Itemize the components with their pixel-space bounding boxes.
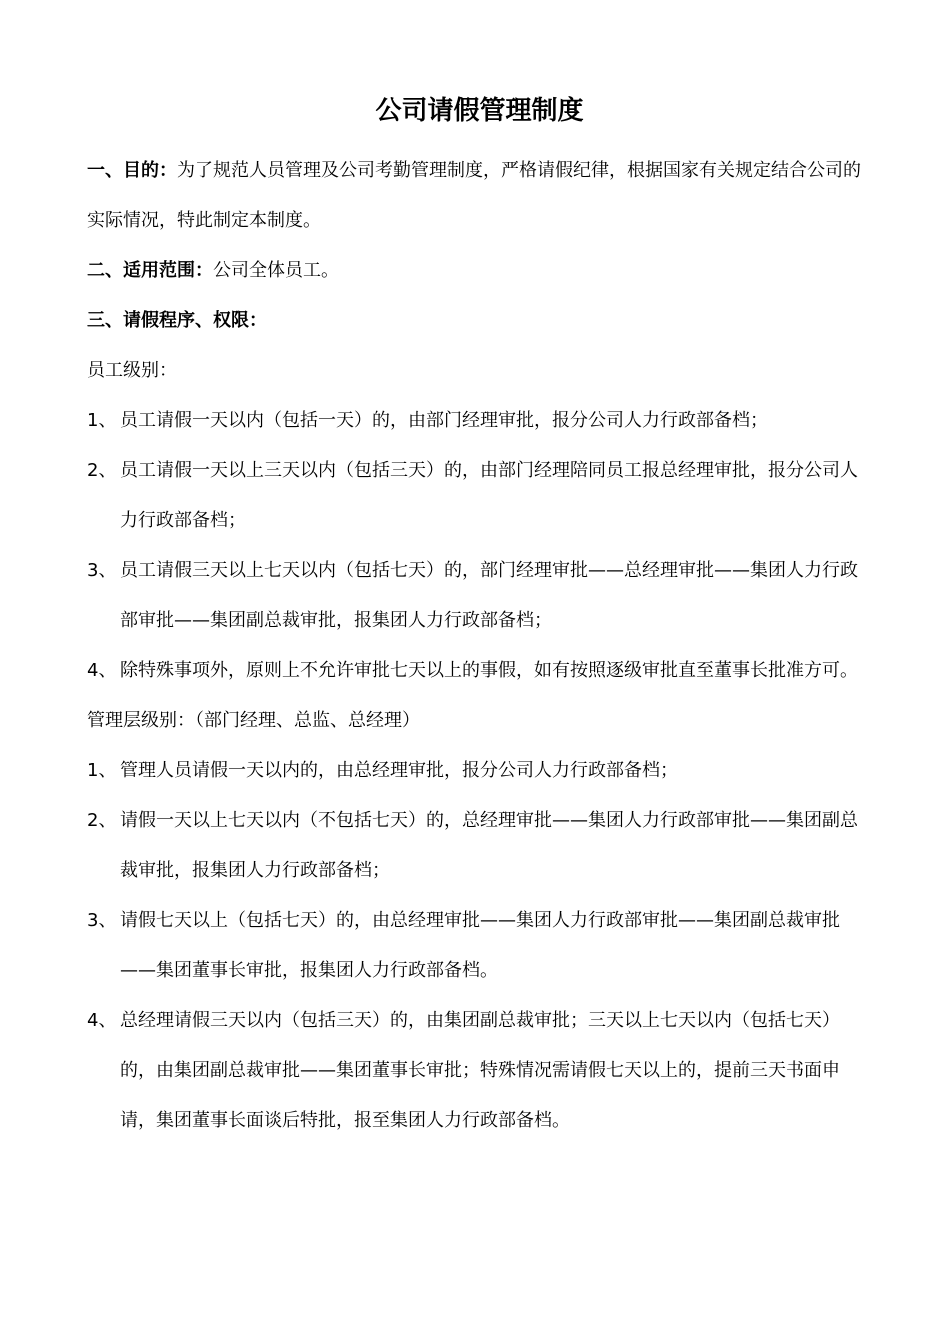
staff-item-text: 员工请假三天以上七天以内（包括七天）的，部门经理审批——总经理审批——集团人力行政部审批——集团副总裁审批，报集团人力行政部备档； [120,560,858,631]
staff-item-text: 员工请假一天以内（包括一天）的，由部门经理审批，报分公司人力行政部备档； [120,410,768,431]
staff-level-label: 员工级别： [87,360,177,381]
staff-item [87,546,872,646]
management-item-text: 总经理请假三天以内（包括三天）的，由集团副总裁审批；三天以上七天以内（包括七天）的，由集团副总裁审批——集团董事长审批；特殊情况需请假七天以上的，提前三天书面申请，集团董事长面谈后特批，报至集团人力行政部备档。 [120,1010,840,1131]
management-item-text: 请假七天以上（包括七天）的，由总经理审批——集团人力行政部审批——集团副总裁审批——集团董事长审批，报集团人力行政部备档。 [120,910,840,981]
section-procedure-heading: 三、请假程序、权限： [87,310,267,331]
management-item-text: 管理人员请假一天以内的，由总经理审批，报分公司人力行政部备档； [120,760,678,781]
staff-item [87,646,872,696]
section-purpose [87,146,872,246]
section-scope [87,246,872,296]
management-item [87,896,872,996]
section-scope-text: 公司全体员工。 [213,260,339,281]
management-item-number: 3、 [87,910,117,931]
document-title: 公司请假管理制度 [375,96,584,126]
management-item [87,796,872,896]
staff-item-number: 1、 [87,410,117,431]
staff-item-text: 除特殊事项外，原则上不允许审批七天以上的事假，如有按照逐级审批直至董事长批准方可。 [120,660,858,681]
management-item-number: 4、 [87,1010,117,1031]
staff-item-text: 员工请假一天以上三天以内（包括三天）的，由部门经理陪同员工报总经理审批，报分公司人力行政部备档； [120,460,858,531]
management-item-text: 请假一天以上七天以内（不包括七天）的，总经理审批——集团人力行政部审批——集团副总裁审批，报集团人力行政部备档； [120,810,858,881]
staff-item-number: 4、 [87,660,117,681]
management-item-number: 1、 [87,760,117,781]
management-item [87,746,872,796]
management-item-number: 2、 [87,810,117,831]
staff-item [87,446,872,546]
document-page [87,88,872,1146]
section-purpose-heading: 一、目的： [87,160,177,181]
staff-item [87,396,872,446]
section-purpose-text: 为了规范人员管理及公司考勤管理制度，严格请假纪律，根据国家有关规定结合公司的实际情况，特此制定本制度。 [87,160,861,231]
staff-item-number: 2、 [87,460,117,481]
section-scope-heading: 二、适用范围： [87,260,213,281]
management-item [87,996,872,1146]
management-level-label: 管理层级别：（部门经理、总监、总经理） [87,710,420,731]
staff-item-number: 3、 [87,560,117,581]
